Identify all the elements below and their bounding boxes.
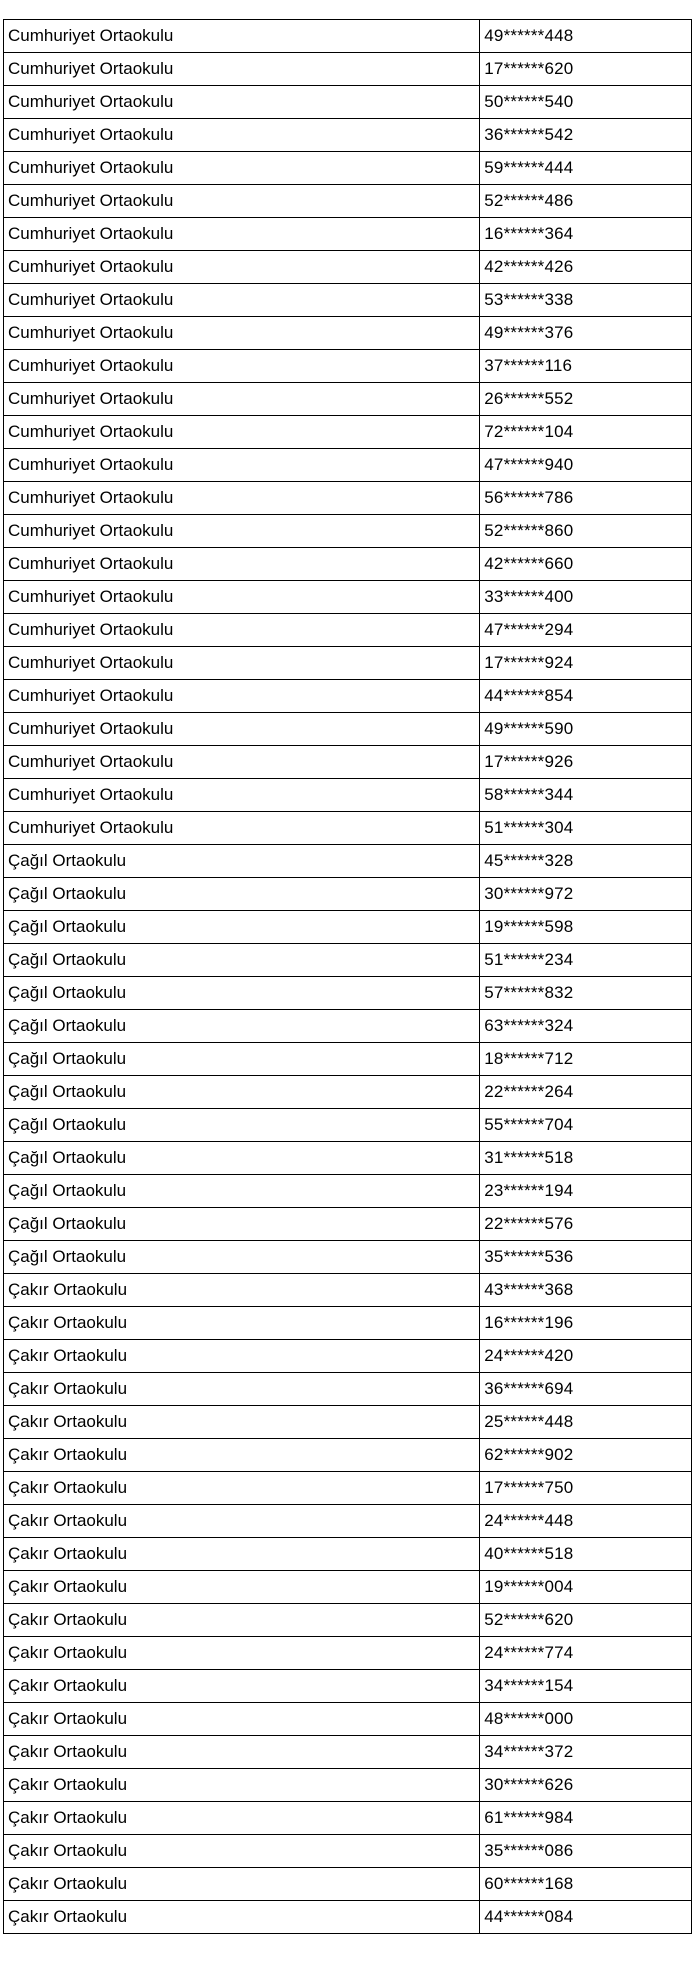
- school-name-cell[interactable]: Cumhuriyet Ortaokulu: [4, 53, 480, 86]
- masked-id-cell[interactable]: 34******154: [480, 1670, 692, 1703]
- masked-id-cell[interactable]: 31******518: [480, 1142, 692, 1175]
- table-row: [4, 1043, 692, 1076]
- table-row: [4, 1505, 692, 1538]
- school-name-cell[interactable]: Çağıl Ortaokulu: [4, 944, 480, 977]
- school-name-cell[interactable]: Çakır Ortaokulu: [4, 1274, 480, 1307]
- masked-id-cell[interactable]: 23******194: [480, 1175, 692, 1208]
- school-name-cell[interactable]: Cumhuriyet Ortaokulu: [4, 20, 480, 53]
- table-row: [4, 680, 692, 713]
- school-name-cell[interactable]: Cumhuriyet Ortaokulu: [4, 515, 480, 548]
- table-row: [4, 1736, 692, 1769]
- masked-id-cell[interactable]: 40******518: [480, 1538, 692, 1571]
- table-row: [4, 581, 692, 614]
- school-name-cell[interactable]: Çağıl Ortaokulu: [4, 911, 480, 944]
- table-row: [4, 1802, 692, 1835]
- masked-id-cell[interactable]: 30******626: [480, 1769, 692, 1802]
- table-row: [4, 119, 692, 152]
- table-row: [4, 317, 692, 350]
- masked-id-cell[interactable]: 30******972: [480, 878, 692, 911]
- masked-id-cell[interactable]: 34******372: [480, 1736, 692, 1769]
- table-row: [4, 1307, 692, 1340]
- school-name-cell[interactable]: Çağıl Ortaokulu: [4, 845, 480, 878]
- masked-id-cell[interactable]: 52******620: [480, 1604, 692, 1637]
- masked-id-cell[interactable]: 17******750: [480, 1472, 692, 1505]
- school-name-cell[interactable]: Çakır Ortaokulu: [4, 1736, 480, 1769]
- school-name-cell[interactable]: Cumhuriyet Ortaokulu: [4, 680, 480, 713]
- school-id-table: [3, 19, 692, 1934]
- table-row: [4, 1142, 692, 1175]
- table-row: [4, 1835, 692, 1868]
- table-row: [4, 449, 692, 482]
- school-name-cell[interactable]: Çağıl Ortaokulu: [4, 1241, 480, 1274]
- masked-id-cell[interactable]: 52******486: [480, 185, 692, 218]
- table-row: [4, 878, 692, 911]
- school-name-cell[interactable]: Cumhuriyet Ortaokulu: [4, 746, 480, 779]
- masked-id-cell[interactable]: 53******338: [480, 284, 692, 317]
- table-row: [4, 1439, 692, 1472]
- table-row: [4, 185, 692, 218]
- table-row: [4, 251, 692, 284]
- table-row: [4, 647, 692, 680]
- table-row: [4, 1109, 692, 1142]
- school-name-cell[interactable]: Çakır Ortaokulu: [4, 1802, 480, 1835]
- table-row: [4, 1472, 692, 1505]
- masked-id-cell[interactable]: 26******552: [480, 383, 692, 416]
- masked-id-cell[interactable]: 22******576: [480, 1208, 692, 1241]
- school-name-cell[interactable]: Çakır Ortaokulu: [4, 1637, 480, 1670]
- masked-id-cell[interactable]: 19******004: [480, 1571, 692, 1604]
- masked-id-cell[interactable]: 51******304: [480, 812, 692, 845]
- table-row: [4, 1637, 692, 1670]
- school-name-cell[interactable]: Çakır Ortaokulu: [4, 1901, 480, 1934]
- table-row: [4, 1571, 692, 1604]
- masked-id-cell[interactable]: 72******104: [480, 416, 692, 449]
- school-name-cell[interactable]: Çağıl Ortaokulu: [4, 1142, 480, 1175]
- school-name-cell[interactable]: Cumhuriyet Ortaokulu: [4, 812, 480, 845]
- masked-id-cell[interactable]: 60******168: [480, 1868, 692, 1901]
- masked-id-cell[interactable]: 24******774: [480, 1637, 692, 1670]
- masked-id-cell[interactable]: 36******542: [480, 119, 692, 152]
- table-row: [4, 1208, 692, 1241]
- masked-id-cell[interactable]: 47******940: [480, 449, 692, 482]
- table-row: [4, 1703, 692, 1736]
- school-name-cell[interactable]: Cumhuriyet Ortaokulu: [4, 449, 480, 482]
- school-name-cell[interactable]: Cumhuriyet Ortaokulu: [4, 152, 480, 185]
- table-row: [4, 614, 692, 647]
- table-row: [4, 1340, 692, 1373]
- table-row: [4, 1901, 692, 1934]
- table-row: [4, 284, 692, 317]
- school-name-cell[interactable]: Çakır Ortaokulu: [4, 1373, 480, 1406]
- school-name-cell[interactable]: Çağıl Ortaokulu: [4, 977, 480, 1010]
- masked-id-cell[interactable]: 62******902: [480, 1439, 692, 1472]
- table-row: [4, 1241, 692, 1274]
- masked-id-cell[interactable]: 22******264: [480, 1076, 692, 1109]
- masked-id-cell[interactable]: 57******832: [480, 977, 692, 1010]
- table-row: [4, 86, 692, 119]
- table-row: [4, 845, 692, 878]
- masked-id-cell[interactable]: 42******426: [480, 251, 692, 284]
- table-row: [4, 812, 692, 845]
- school-name-cell[interactable]: Çağıl Ortaokulu: [4, 1010, 480, 1043]
- school-name-cell[interactable]: Cumhuriyet Ortaokulu: [4, 317, 480, 350]
- table-row: [4, 416, 692, 449]
- school-name-cell[interactable]: Çakır Ortaokulu: [4, 1505, 480, 1538]
- table-row: [4, 1274, 692, 1307]
- table-body: [4, 20, 692, 1934]
- masked-id-cell[interactable]: 42******660: [480, 548, 692, 581]
- masked-id-cell[interactable]: 37******116: [480, 350, 692, 383]
- table-row: [4, 1670, 692, 1703]
- school-name-cell[interactable]: Çakır Ortaokulu: [4, 1604, 480, 1637]
- masked-id-cell[interactable]: 18******712: [480, 1043, 692, 1076]
- school-name-cell[interactable]: Cumhuriyet Ortaokulu: [4, 383, 480, 416]
- school-name-cell[interactable]: Cumhuriyet Ortaokulu: [4, 713, 480, 746]
- school-name-cell[interactable]: Çağıl Ortaokulu: [4, 1109, 480, 1142]
- masked-id-cell[interactable]: 49******376: [480, 317, 692, 350]
- school-name-cell[interactable]: Çağıl Ortaokulu: [4, 1043, 480, 1076]
- masked-id-cell[interactable]: 33******400: [480, 581, 692, 614]
- school-name-cell[interactable]: Çakır Ortaokulu: [4, 1538, 480, 1571]
- table-row: [4, 944, 692, 977]
- table-row: [4, 350, 692, 383]
- school-name-cell[interactable]: Cumhuriyet Ortaokulu: [4, 185, 480, 218]
- masked-id-cell[interactable]: 58******344: [480, 779, 692, 812]
- school-name-cell[interactable]: Cumhuriyet Ortaokulu: [4, 614, 480, 647]
- school-name-cell[interactable]: Cumhuriyet Ortaokulu: [4, 284, 480, 317]
- masked-id-cell[interactable]: 59******444: [480, 152, 692, 185]
- masked-id-cell[interactable]: 36******694: [480, 1373, 692, 1406]
- school-name-cell[interactable]: Çakır Ortaokulu: [4, 1472, 480, 1505]
- school-name-cell[interactable]: Çakır Ortaokulu: [4, 1868, 480, 1901]
- table-row: [4, 515, 692, 548]
- masked-id-cell[interactable]: 44******854: [480, 680, 692, 713]
- school-name-cell[interactable]: Çakır Ortaokulu: [4, 1835, 480, 1868]
- masked-id-cell[interactable]: 19******598: [480, 911, 692, 944]
- table-row: [4, 1406, 692, 1439]
- school-name-cell[interactable]: Çağıl Ortaokulu: [4, 1076, 480, 1109]
- masked-id-cell[interactable]: 17******924: [480, 647, 692, 680]
- masked-id-cell[interactable]: 49******448: [480, 20, 692, 53]
- masked-id-cell[interactable]: 24******420: [480, 1340, 692, 1373]
- masked-id-cell[interactable]: 48******000: [480, 1703, 692, 1736]
- masked-id-cell[interactable]: 49******590: [480, 713, 692, 746]
- school-name-cell[interactable]: Çağıl Ortaokulu: [4, 1208, 480, 1241]
- school-name-cell[interactable]: Cumhuriyet Ortaokulu: [4, 251, 480, 284]
- masked-id-cell[interactable]: 16******364: [480, 218, 692, 251]
- school-name-cell[interactable]: Çakır Ortaokulu: [4, 1670, 480, 1703]
- masked-id-cell[interactable]: 52******860: [480, 515, 692, 548]
- table-row: [4, 482, 692, 515]
- masked-id-cell[interactable]: 35******536: [480, 1241, 692, 1274]
- school-name-cell[interactable]: Çağıl Ortaokulu: [4, 878, 480, 911]
- table-row: [4, 383, 692, 416]
- masked-id-cell[interactable]: 47******294: [480, 614, 692, 647]
- masked-id-cell[interactable]: 44******084: [480, 1901, 692, 1934]
- masked-id-cell[interactable]: 16******196: [480, 1307, 692, 1340]
- masked-id-cell[interactable]: 51******234: [480, 944, 692, 977]
- school-name-cell[interactable]: Cumhuriyet Ortaokulu: [4, 779, 480, 812]
- table-row: [4, 548, 692, 581]
- masked-id-cell[interactable]: 61******984: [480, 1802, 692, 1835]
- table-row: [4, 779, 692, 812]
- school-name-cell[interactable]: Cumhuriyet Ortaokulu: [4, 86, 480, 119]
- school-name-cell[interactable]: Cumhuriyet Ortaokulu: [4, 119, 480, 152]
- masked-id-cell[interactable]: 17******926: [480, 746, 692, 779]
- masked-id-cell[interactable]: 56******786: [480, 482, 692, 515]
- school-name-cell[interactable]: Cumhuriyet Ortaokulu: [4, 218, 480, 251]
- table-row: [4, 1868, 692, 1901]
- school-name-cell[interactable]: Cumhuriyet Ortaokulu: [4, 581, 480, 614]
- school-name-cell[interactable]: Cumhuriyet Ortaokulu: [4, 647, 480, 680]
- table-row: [4, 1076, 692, 1109]
- school-name-cell[interactable]: Çakır Ortaokulu: [4, 1307, 480, 1340]
- table-row: [4, 20, 692, 53]
- masked-id-cell[interactable]: 35******086: [480, 1835, 692, 1868]
- table-row: [4, 53, 692, 86]
- table-row: [4, 977, 692, 1010]
- table-row: [4, 1538, 692, 1571]
- school-name-cell[interactable]: Çakır Ortaokulu: [4, 1406, 480, 1439]
- table-row: [4, 218, 692, 251]
- school-name-cell[interactable]: Çakır Ortaokulu: [4, 1340, 480, 1373]
- school-name-cell[interactable]: Cumhuriyet Ortaokulu: [4, 416, 480, 449]
- school-name-cell[interactable]: Çakır Ortaokulu: [4, 1439, 480, 1472]
- masked-id-cell[interactable]: 17******620: [480, 53, 692, 86]
- masked-id-cell[interactable]: 25******448: [480, 1406, 692, 1439]
- table-row: [4, 1373, 692, 1406]
- school-name-cell[interactable]: Çakır Ortaokulu: [4, 1769, 480, 1802]
- table-row: [4, 1604, 692, 1637]
- school-name-cell[interactable]: Cumhuriyet Ortaokulu: [4, 350, 480, 383]
- school-name-cell[interactable]: Çakır Ortaokulu: [4, 1703, 480, 1736]
- table-row: [4, 152, 692, 185]
- masked-id-cell[interactable]: 63******324: [480, 1010, 692, 1043]
- school-name-cell[interactable]: Çağıl Ortaokulu: [4, 1175, 480, 1208]
- masked-id-cell[interactable]: 50******540: [480, 86, 692, 119]
- school-name-cell[interactable]: Cumhuriyet Ortaokulu: [4, 548, 480, 581]
- table-row: [4, 1010, 692, 1043]
- table-row: [4, 713, 692, 746]
- school-name-cell[interactable]: Çakır Ortaokulu: [4, 1571, 480, 1604]
- masked-id-cell[interactable]: 43******368: [480, 1274, 692, 1307]
- school-name-cell[interactable]: Cumhuriyet Ortaokulu: [4, 482, 480, 515]
- masked-id-cell[interactable]: 45******328: [480, 845, 692, 878]
- table-row: [4, 911, 692, 944]
- table-row: [4, 746, 692, 779]
- table-row: [4, 1175, 692, 1208]
- masked-id-cell[interactable]: 24******448: [480, 1505, 692, 1538]
- table-row: [4, 1769, 692, 1802]
- masked-id-cell[interactable]: 55******704: [480, 1109, 692, 1142]
